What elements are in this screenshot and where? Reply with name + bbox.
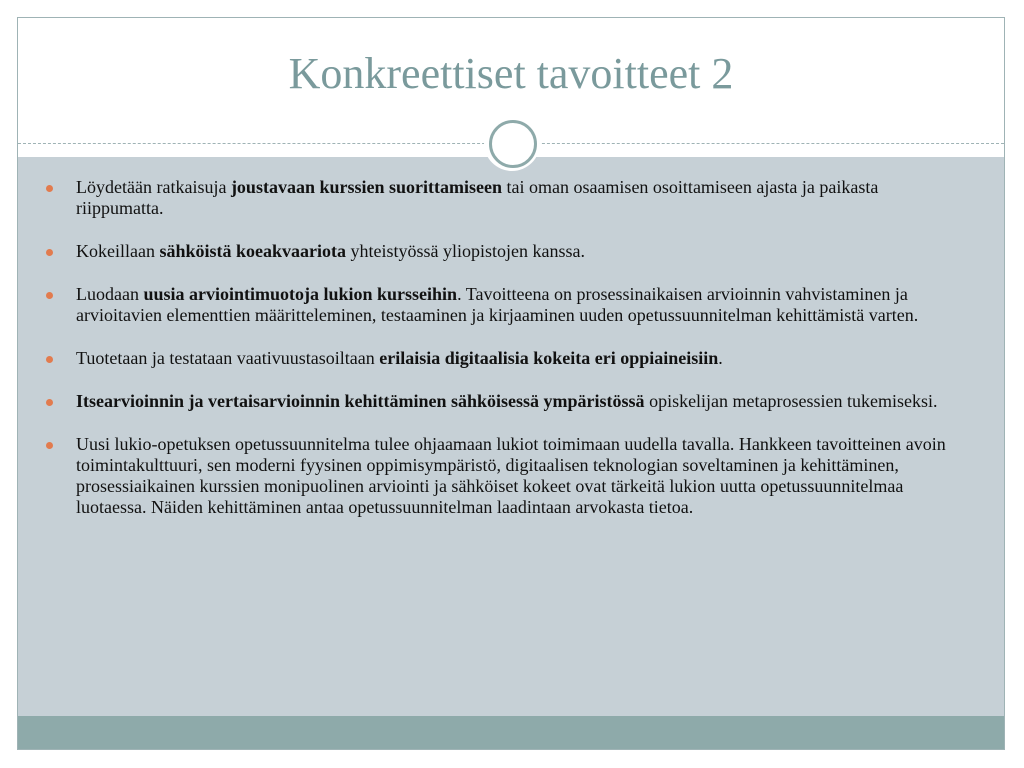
slide [17, 17, 1005, 750]
bullet-text-pre: Uusi lukio-opetuksen opetussuunnitelma tulee ohjaamaan lukiot toimimaan uudella tavalla. Hankkeen tavoitteinen avoin toimintakulttuuri, sen moderni fyysinen oppimisympäristö, digitaalisen teknologian soveltaminen ja kehittäminen, prosessiaikainen kurssien monipuolinen arviointi ja sähköiset kokeet ovat tärkeitä lukion uutta opetussuunnitelmaa luotaessa. Näiden kehittäminen antaa opetussuunnitelman laadintaan arvokasta tietoa. [76, 434, 946, 517]
list-item [18, 391, 1004, 412]
bullet-text-post: . Tavoitteena on prosessinaikaisen arvioinnin vahvistaminen ja arvioitavien elementtien määritteleminen, testaaminen ja kirjaaminen uuden opetussuunnitelman kehittämistä varten. [76, 284, 919, 325]
circle-ring-inner [489, 120, 537, 168]
bullet-text-bold: joustavaan kurssien suorittamiseen [230, 177, 502, 197]
bullet-text-bold: Itsearvioinnin ja vertaisarvioinnin kehittäminen sähköisessä ympäristössä [76, 391, 645, 411]
bullet-text-pre: Luodaan [76, 284, 144, 304]
bullet-text-bold: erilaisia digitaalisia kokeita eri oppiaineisiin [379, 348, 719, 368]
slide-title: Konkreettiset tavoitteet 2 [288, 49, 734, 98]
bullet-dot-icon [46, 442, 53, 449]
bullet-text-pre: Löydetään ratkaisuja [76, 177, 231, 197]
bullet-text-bold: uusia arviointimuotoja lukion kursseihin [143, 284, 458, 304]
bullet-list [18, 177, 1004, 540]
list-item [18, 177, 1004, 219]
bullet-text-post: opiskelijan metaprosessien tukemiseksi. [644, 391, 938, 411]
bullet-text-bold: sähköistä koeakvaariota [159, 241, 347, 261]
bullet-dot-icon [46, 185, 53, 192]
bullet-text-post: tai oman osaamisen osoittamiseen ajasta ja paikasta riippumatta. [76, 177, 879, 218]
circle-ring-icon [484, 115, 540, 171]
bullet-dot-icon [46, 292, 53, 299]
list-item [18, 434, 1004, 518]
footer-band [18, 716, 1004, 750]
bullet-dot-icon [46, 399, 53, 406]
bullet-text-post: . [718, 348, 723, 368]
bullet-text-pre: Kokeillaan [76, 241, 160, 261]
bullet-dot-icon [46, 356, 53, 363]
bullet-text-pre: Tuotetaan ja testataan vaativuustasoiltaan [76, 348, 380, 368]
list-item [18, 348, 1004, 369]
list-item [18, 284, 1004, 326]
bullet-dot-icon [46, 249, 53, 256]
list-item [18, 241, 1004, 262]
bullet-text-post: yhteistyössä yliopistojen kanssa. [346, 241, 585, 261]
